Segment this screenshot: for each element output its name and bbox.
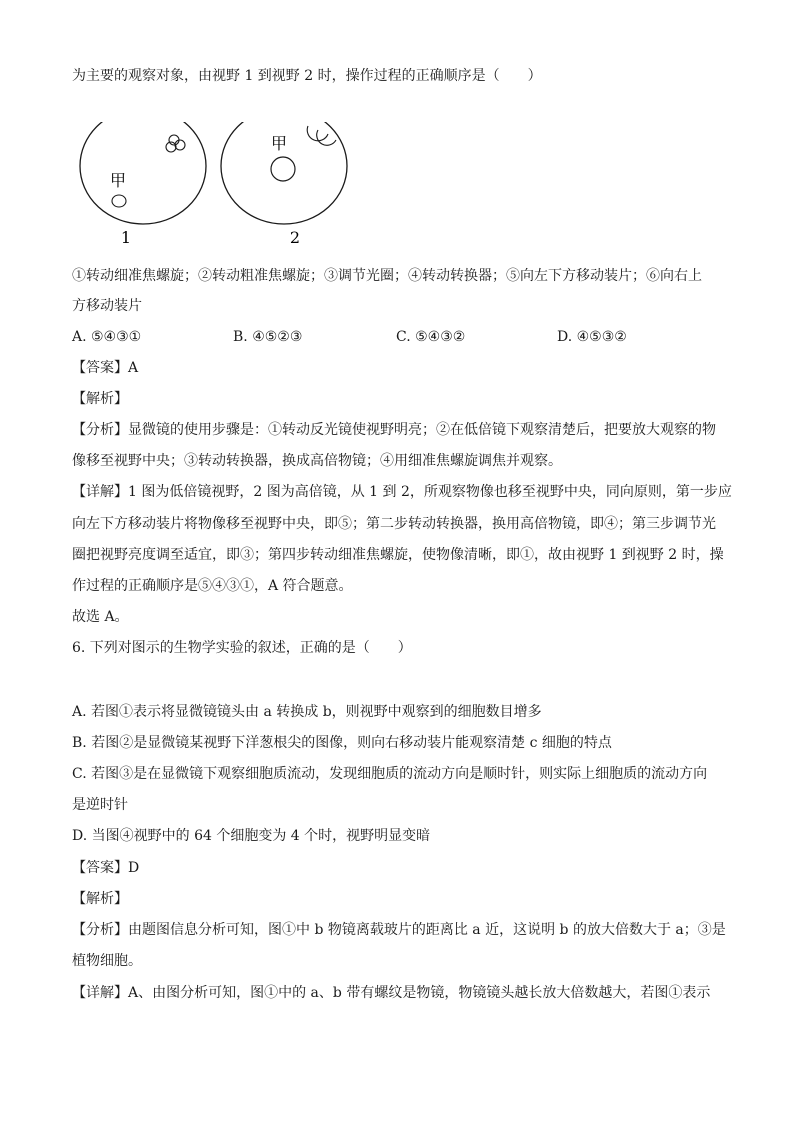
q6-option-a: A. 若图①表示将显微镜镜头由 a 转换成 b，则视野中观察到的细胞数目增多 <box>72 704 542 720</box>
q5-option-c: C. ⑤④③② <box>396 329 466 345</box>
q6-answer: 【答案】D <box>72 860 140 876</box>
q6-option-d: D. 当图④视野中的 64 个细胞变为 4 个时，视野明显变暗 <box>72 828 431 844</box>
q5-conclusion: 故选 A。 <box>72 609 129 625</box>
q5-option-b: B. ④⑤②③ <box>233 329 303 345</box>
q5-option-d: D. ④⑤③② <box>557 329 627 345</box>
q5-xiangjie-line-4: 作过程的正确顺序是⑤④③①，A 符合题意。 <box>72 578 353 594</box>
field-1 <box>80 122 206 247</box>
q5-option-a: A. ⑤④③① <box>72 329 142 345</box>
q5-xiangjie-line-2: 向左下方移动装片将物像移至视野中央，即⑤；第二步转动转换器，换用高倍物镜，即④；第三步调节光 <box>72 516 716 532</box>
field-2 <box>221 122 347 247</box>
q6-option-c-line-2: 是逆时针 <box>72 797 128 813</box>
q6-question: 6. 下列对图示的生物学实验的叙述，正确的是（ ） <box>72 640 412 656</box>
field-1-number: 1 <box>120 228 132 247</box>
q5-analysis-title: 【解析】 <box>72 391 128 407</box>
q5-fenxi-line-1: 【分析】显微镜的使用步骤是：①转动反光镜使视野明亮；②在低倍镜下观察清楚后，把要放大观察的物 <box>72 422 716 438</box>
q6-xiangjie-line-1: 【详解】A、由图分析可知，图①中的 a、b 带有螺纹是物镜，物镜镜头越长放大倍数越大，若图①表示 <box>72 985 711 1001</box>
q5-fenxi-line-2: 像移至视野中央；③转动转换器，换成高倍物镜；④用细准焦螺旋调焦并观察。 <box>72 453 562 469</box>
microscope-fields-figure <box>72 122 372 250</box>
field-1-jia-label: 甲 <box>110 171 127 190</box>
q6-option-b: B. 若图②是显微镜某视野下洋葱根尖的图像，则向右移动装片能观察清楚 c 细胞的特点 <box>72 735 612 751</box>
q5-intro: 为主要的观察对象，由视野 1 到视野 2 时，操作过程的正确顺序是（ ） <box>72 68 542 84</box>
field-2-jia-label: 甲 <box>271 134 288 153</box>
q5-steps-line-1: ①转动细准焦螺旋；②转动粗准焦螺旋；③调节光圈；④转动转换器；⑤向左下方移动装片；⑥向右上 <box>72 268 702 284</box>
q5-xiangjie-line-1: 【详解】1 图为低倍镜视野，2 图为高倍镜，从 1 到 2，所观察物像也移至视野中央，同向原则，第一步应 <box>72 484 732 500</box>
q6-fenxi-line-1: 【分析】由题图信息分析可知，图①中 b 物镜离载玻片的距离比 a 近，这说明 b 的放大倍数大于 a；③是 <box>72 922 726 938</box>
q6-analysis-title: 【解析】 <box>72 891 128 907</box>
q6-fenxi-line-2: 植物细胞。 <box>72 953 142 969</box>
q5-steps-line-2: 方移动装片 <box>72 298 142 314</box>
q5-xiangjie-line-3: 圈把视野亮度调至适宜，即③；第四步转动细准焦螺旋，使物像清晰，即①，故由视野 1 到视野 2 时，操 <box>72 547 724 563</box>
q6-option-c-line-1: C. 若图③是在显微镜下观察细胞质流动，发现细胞质的流动方向是顺时针，则实际上细胞质的流动方向 <box>72 766 708 782</box>
field-2-number: 2 <box>289 228 301 247</box>
q5-answer: 【答案】A <box>72 360 139 376</box>
